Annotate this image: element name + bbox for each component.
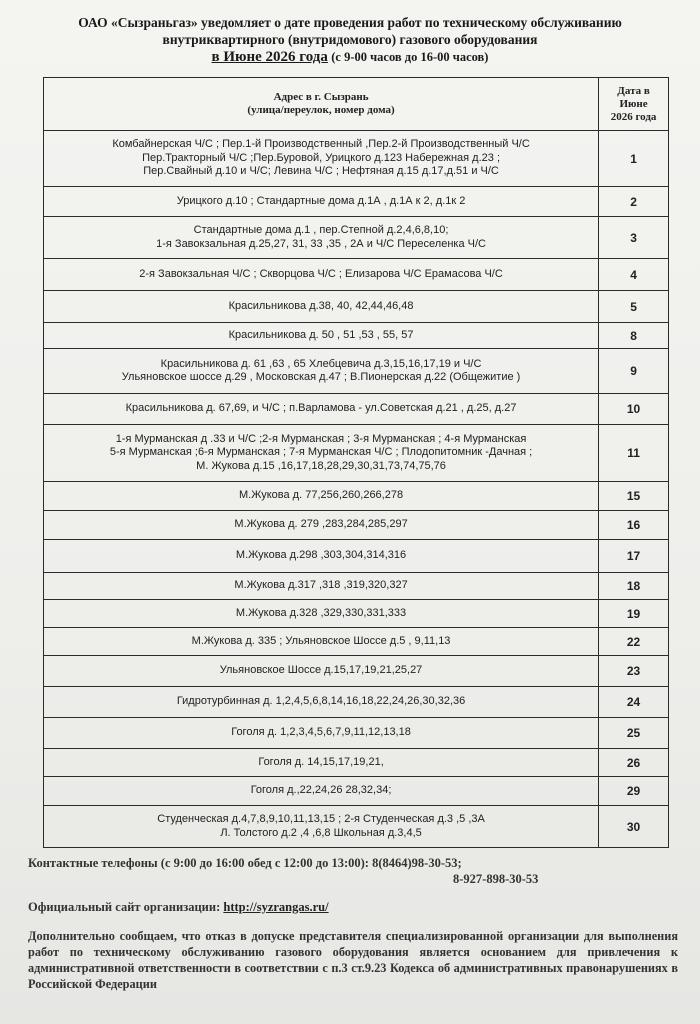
address-cell: [44, 749, 599, 777]
address-cell: [44, 259, 599, 291]
date-cell: 30: [599, 806, 669, 848]
date-cell: 18: [599, 573, 669, 600]
date-cell: 17: [599, 540, 669, 573]
address-cell: [44, 291, 599, 323]
address-cell: [44, 656, 599, 687]
website-label: Официальный сайт организации:: [28, 900, 221, 914]
date-cell: 5: [599, 291, 669, 323]
notice-header: [20, 14, 680, 66]
table-row: [44, 749, 669, 777]
table-row: [44, 511, 669, 540]
address-cell: [44, 777, 599, 806]
date-cell: 4: [599, 259, 669, 291]
table-row: [44, 425, 669, 482]
date-cell: 10: [599, 394, 669, 425]
table-row: [44, 573, 669, 600]
address-line: Гидротурбинная д. 1,2,4,5,6,8,14,16,18,22,24,26,30,32,36: [176, 695, 466, 708]
date-cell: 8: [599, 323, 669, 349]
address-cell: [44, 628, 599, 656]
address-cell: [44, 131, 599, 187]
address-cell: [44, 394, 599, 425]
date-cell: 22: [599, 628, 669, 656]
address-line: Студенческая д.4,7,8,9,10,11,13,15 ; 2-я Студенческая д.3 ,5 ,3А: [157, 813, 485, 825]
address-line: Гоголя д. 14,15,17,19,21,: [258, 755, 384, 768]
liability-note: Дополнительно сообщаем, что отказ в допуске представителя специализированной организации для выполнения работ по техническому обслуживанию газового оборудования является основанием для привлечения к административной ответственности в соответствии с п.3 ст.9.23 Кодекса об административных правонарушениях в Российской Федерации: [28, 929, 678, 991]
address-cell: [44, 600, 599, 628]
schedule-hours: (с 9-00 часов до 16-00 часов): [331, 50, 489, 64]
contacts-line-1: Контактные телефоны (с 9:00 до 16:00 обед с 12:00 до 13:00): 8(8464)98-30-53;: [28, 856, 462, 870]
address-line: М. Жукова д.15 ,16,17,18,28,29,30,31,73,74,75,76: [196, 459, 446, 472]
table-row: [44, 482, 669, 511]
address-line: М.Жукова д.317 ,318 ,319,320,327: [234, 579, 408, 592]
table-row: [44, 806, 669, 848]
date-cell: 1: [599, 131, 669, 187]
address-line: 1-я Мурманская д .33 и Ч/С ;2-я Мурманская ; 3-я Мурманская ; 4-я Мурманская: [115, 432, 527, 445]
date-cell: 26: [599, 749, 669, 777]
address-line: М.Жукова д. 279 ,283,284,285,297: [234, 518, 408, 531]
address-line: 5-я Мурманская ;6-я Мурманская ; 7-я Мурманская Ч/С ; Плодопитомник -Дачная ;: [109, 446, 533, 459]
date-cell: 2: [599, 187, 669, 217]
address-cell: [44, 687, 599, 718]
address-line: Ульяновское шоссе д.29 , Московская д.47 ; В.Пионерская д.22 (Общежитие ): [121, 371, 521, 383]
table-row: [44, 540, 669, 573]
date-cell: 3: [599, 217, 669, 259]
table-row: [44, 187, 669, 217]
address-cell: [44, 511, 599, 540]
address-line: Красильникова д.38, 40, 42,44,46,48: [228, 299, 414, 312]
address-cell: [44, 187, 599, 217]
address-line: М.Жукова д. 77,256,260,266,278: [238, 489, 404, 502]
address-line: 1-я Завокзальная д.25,27, 31, 33 ,35 , 2А и Ч/С Переселенка Ч/С: [156, 237, 486, 250]
address-line: Л. Толстого д.2 ,4 ,6,8 Школьная д.3,4,5: [220, 826, 422, 839]
schedule-rows: [44, 131, 669, 848]
address-line: Урицкого д.10 ; Стандартные дома д.1А , д.1А к 2, д.1к 2: [176, 194, 466, 207]
address-column-header: [44, 78, 599, 131]
date-header-line: Дата в: [617, 84, 650, 97]
header-line-2: внутриквартирного (внутридомового) газового оборудования: [162, 32, 538, 47]
address-line: Пер.Тракторный Ч/С ;Пер.Буровой, Урицкого д.123 Набережная д.23 ;: [142, 151, 500, 164]
notice-footer: [28, 855, 678, 992]
address-line: 2-я Завокзальная Ч/С ; Скворцова Ч/С ; Елизарова Ч/С Ерамасова Ч/С: [139, 267, 503, 280]
table-row: [44, 394, 669, 425]
address-cell: [44, 540, 599, 573]
address-line: Красильникова д. 50 , 51 ,53 , 55, 57: [228, 328, 414, 341]
address-line: Пер.Свайный д.10 и Ч/С; Левина Ч/С ; Нефтяная д.15 д.17,д.51 и Ч/С: [143, 165, 499, 178]
address-cell: [44, 806, 599, 848]
date-header-line: Июне: [619, 97, 648, 110]
website-link[interactable]: http://syzrangas.ru/: [223, 900, 329, 914]
date-cell: 29: [599, 777, 669, 806]
address-cell: [44, 217, 599, 259]
address-line: Стандартные дома д.1 , пер.Степной д.2,4,6,8,10;: [193, 224, 449, 236]
table-row: [44, 323, 669, 349]
contacts-block: [28, 855, 678, 887]
address-line: Ульяновское Шоссе д.15,17,19,21,25,27: [219, 664, 423, 677]
table-row: [44, 628, 669, 656]
address-cell: [44, 482, 599, 511]
header-line-3: [20, 48, 680, 66]
address-line: Красильникова д. 67,69, и Ч/С ; п.Варламова - ул.Советская д.21 , д.25, д.27: [125, 402, 517, 415]
address-line: Комбайнерская Ч/С ; Пер.1-й Производственный ,Пер.2-й Производственный Ч/С: [112, 138, 530, 151]
table-row: [44, 718, 669, 749]
date-cell: 19: [599, 600, 669, 628]
address-line: М.Жукова д.328 ,329,330,331,333: [235, 606, 407, 619]
address-header-line: Адрес в г. Сызрань: [273, 91, 369, 103]
table-row: [44, 600, 669, 628]
address-cell: [44, 718, 599, 749]
website-line: [28, 900, 678, 915]
date-column-header: [599, 78, 669, 131]
address-header-line: (улица/переулок, номер дома): [247, 104, 395, 116]
table-row: [44, 777, 669, 806]
address-line: Гоголя д. 1,2,3,4,5,6,7,9,11,12,13,18: [231, 726, 411, 739]
table-row: [44, 687, 669, 718]
table-row: [44, 131, 669, 187]
address-line: Красильникова д. 61 ,63 , 65 Хлебцевича д.3,15,16,17,19 и Ч/С: [160, 357, 482, 370]
address-cell: [44, 323, 599, 349]
date-cell: 16: [599, 511, 669, 540]
date-cell: 9: [599, 349, 669, 394]
schedule-month: в Июне 2026 года: [211, 49, 328, 65]
address-line: Гоголя д.,22,24,26 28,32,34;: [250, 784, 392, 797]
address-line: М.Жукова д.298 ,303,304,314,316: [235, 549, 407, 562]
table-row: [44, 656, 669, 687]
date-cell: 15: [599, 482, 669, 511]
date-cell: 24: [599, 687, 669, 718]
table-row: [44, 291, 669, 323]
date-header-line: 2026 года: [610, 110, 657, 123]
table-row: [44, 217, 669, 259]
date-cell: 25: [599, 718, 669, 749]
address-cell: [44, 573, 599, 600]
date-cell: 11: [599, 425, 669, 482]
table-row: [44, 349, 669, 394]
header-line-1: ОАО «Сызраньгаз» уведомляет о дате проведения работ по техническому обслуживанию: [78, 15, 622, 30]
address-line: М.Жукова д. 335 ; Ульяновское Шоссе д.5 , 9,11,13: [191, 634, 451, 647]
address-cell: [44, 425, 599, 482]
schedule-table: [43, 77, 669, 848]
table-header-row: [44, 78, 669, 131]
address-cell: [44, 349, 599, 394]
contacts-line-2: 8-927-898-30-53: [453, 872, 539, 886]
table-row: [44, 259, 669, 291]
date-cell: 23: [599, 656, 669, 687]
